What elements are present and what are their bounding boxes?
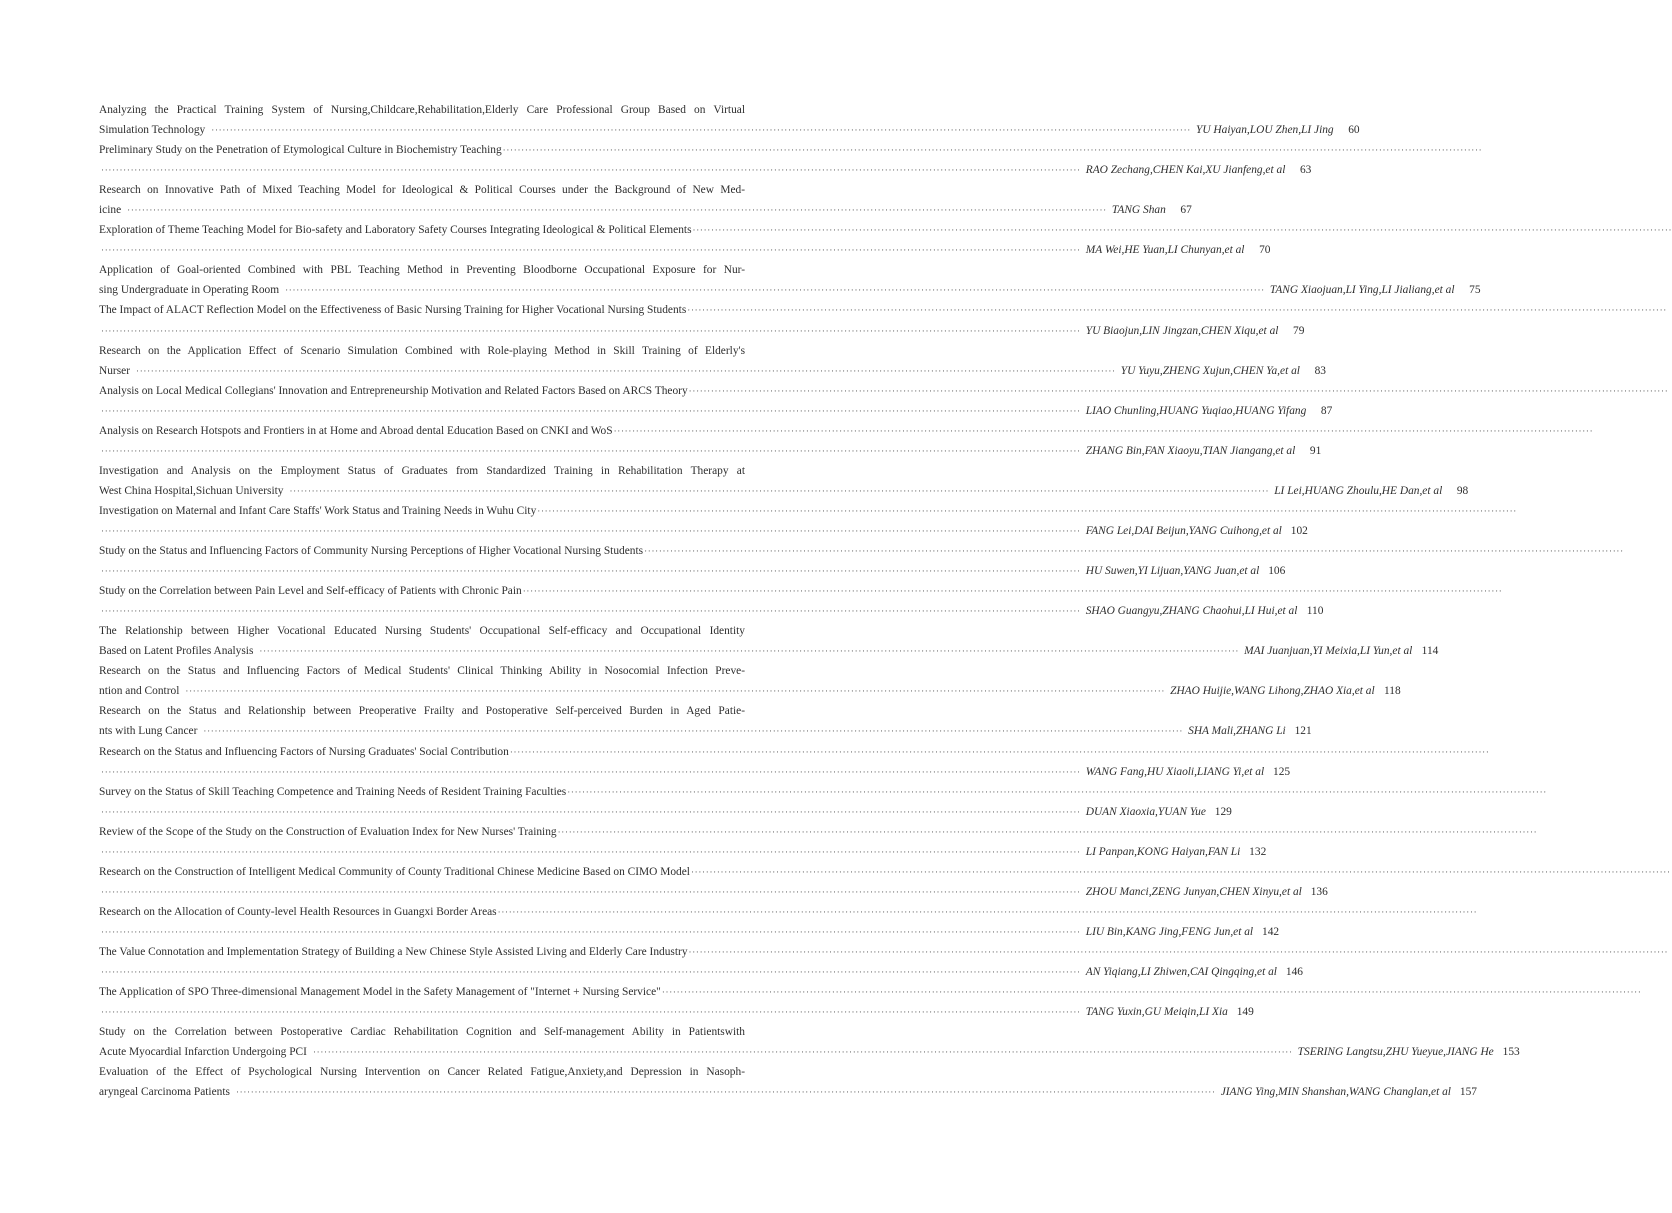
toc-entry-author-line [99,481,1469,501]
toc-entry-title-line [99,180,767,200]
entry-page-number[interactable]: 125 [1273,765,1291,778]
toc-entry-author-line [99,240,1271,260]
leader-dots [101,160,1081,180]
toc-entry[interactable] [99,942,1303,982]
entry-page-number[interactable]: 142 [1262,925,1280,938]
entry-title-continuation: aryngeal Carcinoma Patients [99,1086,230,1099]
toc-entry[interactable] [99,621,1439,661]
entry-authors: TSERING Langtsu,ZHU Yueyue,JIANG He [1297,1046,1494,1059]
entry-title: Study on the Correlation between Pain Level and Self-efficacy of Patients with Chronic Pain [99,585,522,598]
toc-entry[interactable] [99,862,1328,902]
toc-entry[interactable] [99,701,1312,741]
toc-entry-title-line [99,581,767,601]
toc-entry-title-line [99,300,767,320]
toc-entry-author-line [99,441,1322,461]
leader-dots [567,782,1547,802]
entry-page-number[interactable]: 102 [1290,524,1308,537]
toc-entry[interactable] [99,822,1267,862]
entry-title-continuation: Simulation Technology [99,124,206,137]
entry-title-continuation: West China Hospital,Sichuan University [99,484,284,497]
entry-page-number[interactable]: 157 [1459,1086,1477,1099]
entry-authors: SHA Mali,ZHANG Li [1188,725,1286,738]
entry-page-number[interactable]: 67 [1180,204,1192,217]
toc-entry[interactable] [99,982,1254,1022]
entry-authors: JIANG Ying,MIN Shanshan,WANG Changlan,et al [1220,1086,1451,1099]
entry-title-continuation: icine [99,204,122,217]
entry-page-number[interactable]: 121 [1294,725,1312,738]
toc-entry[interactable] [99,220,1271,260]
entry-title: Preliminary Study on the Penetration of Etymological Culture in Biochemistry Teaching [99,144,502,157]
toc-entry-author-line [99,842,1267,862]
entry-authors: DUAN Xiaoxia,YUAN Yue [1085,805,1206,818]
leader-dots [693,220,1672,240]
leader-dots [503,140,1483,160]
entry-authors: ZHANG Bin,FAN Xiaoyu,TIAN Jiangang,et al [1085,444,1296,457]
leader-dots [185,681,1165,701]
leader-dots [101,882,1081,902]
entry-authors: LI Panpan,KONG Haiyan,FAN Li [1085,845,1241,858]
toc-entry-author-line [99,120,1360,140]
entry-title-continuation: Acute Myocardial Infarction Undergoing PCI [99,1046,307,1059]
entry-authors: TANG Shan [1111,204,1166,217]
toc-entry-title-line [99,381,767,401]
entry-title: The Value Connotation and Implementation Strategy of Building a New Chinese Style Assisted Living and Elderly Care Industry [99,945,688,958]
toc-entry-title-line [99,260,767,280]
entry-page-number[interactable]: 75 [1469,284,1481,297]
toc-entry[interactable] [99,461,1469,501]
leader-dots [101,561,1081,581]
toc-entry[interactable] [99,381,1333,421]
toc-entry-author-line [99,601,1324,621]
entry-title: Study on the Correlation between Postoperative Cardiac Rehabilitation Cognition and Self-management Ability in Patientswith [99,1026,745,1039]
entry-authors: YU Haiyan,LOU Zhen,LI Jing [1195,124,1334,137]
entry-title-continuation: Nurser [99,364,130,377]
entry-title: Research on the Application Effect of Scenario Simulation Combined with Role-playing Method in Skill Training of Elderly's [99,344,745,357]
leader-dots [259,641,1239,661]
entry-authors: RAO Zechang,CHEN Kai,XU Jianfeng,et al [1085,164,1286,177]
toc-entry[interactable] [99,1022,1520,1062]
toc-entry[interactable] [99,782,1232,822]
entry-authors: ZHAO Huijie,WANG Lihong,ZHAO Xia,et al [1170,685,1375,698]
toc-entry[interactable] [99,100,1360,140]
toc-entry-title-line [99,461,767,481]
toc-entry-title-line [99,742,767,762]
leader-dots [537,501,1517,521]
toc-entry[interactable] [99,260,1481,300]
entry-authors: AN Yiqiang,LI Zhiwen,CAI Qingqing,et al [1085,966,1277,979]
leader-dots [523,581,1503,601]
entry-title: Survey on the Status of Skill Teaching Competence and Training Needs of Resident Training Faculties [99,785,567,798]
entry-title: Research on the Allocation of County-level Health Resources in Guangxi Border Areas [99,905,497,918]
toc-entry[interactable] [99,300,1305,340]
entry-title: Analyzing the Practical Training System of Nursing,Childcare,Rehabilitation,Elderly Care Professional Group Based on Virtual [99,104,745,116]
entry-page-number[interactable]: 110 [1306,605,1324,618]
entry-authors: YU Biaojun,LIN Jingzan,CHEN Xiqu,et al [1085,324,1279,337]
leader-dots [689,381,1669,401]
entry-authors: TANG Yuxin,GU Meiqin,LI Xia [1085,1006,1228,1019]
entry-page-number[interactable]: 129 [1214,805,1232,818]
entry-page-number[interactable]: 83 [1314,364,1326,377]
leader-dots [101,842,1081,862]
leader-dots [236,1082,1216,1102]
entry-title: Analysis on Local Medical Collegians' Innovation and Entrepreneurship Motivation and Related Factors Based on ARCS Theory [99,384,688,397]
toc-entry-title-line [99,621,767,641]
leader-dots [101,521,1081,541]
toc-entry-title-line [99,822,767,842]
entry-page-number[interactable]: 149 [1236,1006,1254,1019]
entry-page-number[interactable]: 70 [1259,244,1271,257]
toc-entry-title-line [99,902,767,922]
leader-dots [510,742,1490,762]
leader-dots [558,822,1538,842]
toc-entry[interactable] [99,341,1326,381]
toc-entry-title-line [99,541,767,561]
toc-entry-title-line [99,501,767,521]
toc-entry-author-line [99,1002,1254,1022]
entry-title: Research on the Construction of Intelligent Medical Community of County Traditional Chinese Medicine Based on CIMO Model [99,865,690,878]
leader-dots [101,601,1081,621]
toc-entry-title-line [99,942,767,962]
entry-title: The Relationship between Higher Vocational Educated Nursing Students' Occupational Self-efficacy and Occupational Identity [99,625,745,638]
toc-entry[interactable] [99,581,1324,621]
entry-authors: WANG Fang,HU Xiaoli,LIANG Yi,et al [1085,765,1265,778]
entry-title-continuation: Based on Latent Profiles Analysis [99,645,254,658]
toc-entry-author-line [99,1082,1477,1102]
entry-title: Research on the Status and Influencing Factors of Nursing Graduates' Social Contribution [99,745,509,758]
leader-dots [644,541,1624,561]
entry-page-number[interactable]: 118 [1384,685,1401,698]
toc-entry-author-line [99,882,1328,902]
toc-entry-author-line [99,321,1305,341]
toc-entry-title-line [99,140,767,160]
entry-page-number[interactable]: 87 [1320,404,1333,417]
leader-dots [127,200,1107,220]
leader-dots [101,401,1081,421]
entry-authors: LIU Bin,KANG Jing,FENG Jun,et al [1085,925,1254,938]
entry-page-number[interactable]: 136 [1310,885,1328,898]
toc-entry-title-line [99,421,767,441]
toc-entry-title-line [99,661,767,681]
leader-dots [211,120,1191,140]
entry-authors: LIAO Chunling,HUANG Yuqiao,HUANG Yifang [1085,404,1307,417]
entry-page-number[interactable]: 98 [1456,484,1469,497]
leader-dots [313,1042,1293,1062]
toc-entry-author-line [99,641,1439,661]
entry-page-number[interactable]: 106 [1268,565,1286,578]
leader-dots [285,280,1265,300]
entry-page-number[interactable]: 132 [1249,845,1267,858]
entry-title: Exploration of Theme Teaching Model for Bio-safety and Laboratory Safety Courses Integrating Ideological & Political Elements [99,224,692,237]
leader-dots [101,1002,1081,1022]
entry-authors: MAI Juanjuan,YI Meixia,LI Yun,et al [1244,645,1413,658]
entry-page-number[interactable]: 60 [1348,124,1360,137]
toc-entry[interactable] [99,541,1286,581]
entry-title-continuation: sing Undergraduate in Operating Room [99,284,280,297]
entry-title: Review of the Scope of the Study on the Construction of Evaluation Index for New Nurses' Training [99,825,557,838]
leader-dots [101,962,1081,982]
entry-page-number[interactable]: 146 [1285,966,1303,979]
leader-dots [101,441,1081,461]
entry-title: Research on the Status and Relationship between Preoperative Frailty and Postoperative Self-perceived Burden in Aged Patie- [99,705,745,718]
toc-entry[interactable] [99,661,1401,701]
entry-authors: HU Suwen,YI Lijuan,YANG Juan,et al [1085,565,1260,578]
leader-dots [101,321,1081,341]
toc-entry-author-line [99,200,1192,220]
leader-dots [689,942,1669,962]
leader-dots [101,240,1081,260]
entry-page-number[interactable]: 114 [1421,645,1439,658]
toc-entry-author-line [99,762,1291,782]
leader-dots [691,862,1671,882]
entry-authors: FANG Lei,DAI Beijun,YANG Cuihong,et al [1085,524,1282,537]
toc-entry[interactable] [99,1062,1477,1102]
entry-page-number[interactable]: 63 [1299,164,1312,177]
toc-entry-author-line [99,922,1280,942]
toc-entry-author-line [99,160,1312,180]
leader-dots [203,721,1183,741]
toc-entry-author-line [99,1042,1520,1062]
toc-entry[interactable] [99,902,1280,942]
leader-dots [498,902,1478,922]
toc-entry-title-line [99,701,767,721]
entry-title: Investigation on Maternal and Infant Care Staffs' Work Status and Training Needs in Wuhu City [99,504,537,517]
toc-entry-author-line [99,962,1303,982]
entry-title: Investigation and Analysis on the Employment Status of Graduates from Standardized Training in Rehabilitation Therapy at [99,464,745,477]
entry-title: Study on the Status and Influencing Factors of Community Nursing Perceptions of Higher Vocational Nursing Students [99,545,644,558]
table-of-contents [99,100,1520,1102]
entry-title-continuation: ntion and Control [99,685,180,698]
toc-entry[interactable] [99,180,1192,220]
leader-dots [289,481,1269,501]
leader-dots [662,982,1642,1002]
toc-entry-title-line [99,982,767,1002]
leader-dots [687,300,1667,320]
toc-entry[interactable] [99,742,1291,782]
leader-dots [614,421,1594,441]
toc-entry[interactable] [99,501,1308,541]
toc-entry-title-line [99,341,767,361]
toc-entry-title-line [99,862,767,882]
toc-entry-author-line [99,361,1326,381]
toc-entry-author-line [99,721,1312,741]
toc-entry-author-line [99,280,1481,300]
toc-entry-author-line [99,681,1401,701]
entry-authors: MA Wei,HE Yuan,LI Chunyan,et al [1085,244,1245,257]
entry-title: Analysis on Research Hotspots and Frontiers in at Home and Abroad dental Education Based on CNKI and WoS [99,424,613,437]
toc-entry-title-line [99,1022,767,1042]
entry-title: Research on the Status and Influencing Factors of Medical Students' Clinical Thinking Ability in Nosocomial Infection Preve- [99,665,745,678]
entry-title: Research on Innovative Path of Mixed Teaching Model for Ideological & Political Courses under the Background of New Med- [99,184,745,197]
leader-dots [101,762,1081,782]
toc-entry[interactable] [99,421,1322,461]
entry-authors: SHAO Guangyu,ZHANG Chaohui,LI Hui,et al [1085,605,1298,618]
leader-dots [101,922,1081,942]
toc-entry-author-line [99,521,1308,541]
toc-entry-title-line [99,782,767,802]
entry-title-continuation: nts with Lung Cancer [99,725,198,738]
toc-entry-title-line [99,100,767,120]
toc-entry-title-line [99,220,767,240]
toc-entry[interactable] [99,140,1312,180]
entry-page-number[interactable]: 153 [1502,1046,1520,1059]
entry-authors: ZHOU Manci,ZENG Junyan,CHEN Xinyu,et al [1085,885,1302,898]
entry-title: Evaluation of the Effect of Psychological Nursing Intervention on Cancer Related Fatigue,Anxiety,and Depression in Nasoph- [99,1066,745,1079]
entry-title: The Impact of ALACT Reflection Model on the Effectiveness of Basic Nursing Training for Higher Vocational Nursing Students [99,304,687,317]
entry-page-number[interactable]: 79 [1293,324,1305,337]
toc-entry-author-line [99,561,1286,581]
leader-dots [101,802,1081,822]
entry-page-number[interactable]: 91 [1309,444,1322,457]
toc-entry-title-line [99,1062,767,1082]
toc-entry-author-line [99,802,1232,822]
entry-authors: LI Lei,HUANG Zhoulu,HE Dan,et al [1274,484,1443,497]
entry-authors: YU Yuyu,ZHENG Xujun,CHEN Ya,et al [1120,364,1300,377]
toc-entry-author-line [99,401,1333,421]
entry-authors: TANG Xiaojuan,LI Ying,LI Jialiang,et al [1269,284,1455,297]
leader-dots [136,361,1116,381]
entry-title: The Application of SPO Three-dimensional Management Model in the Safety Management of "Internet + Nursing Service" [99,986,661,999]
entry-title: Application of Goal-oriented Combined with PBL Teaching Method in Preventing Bloodborne Occupational Exposure for Nur- [99,264,745,277]
